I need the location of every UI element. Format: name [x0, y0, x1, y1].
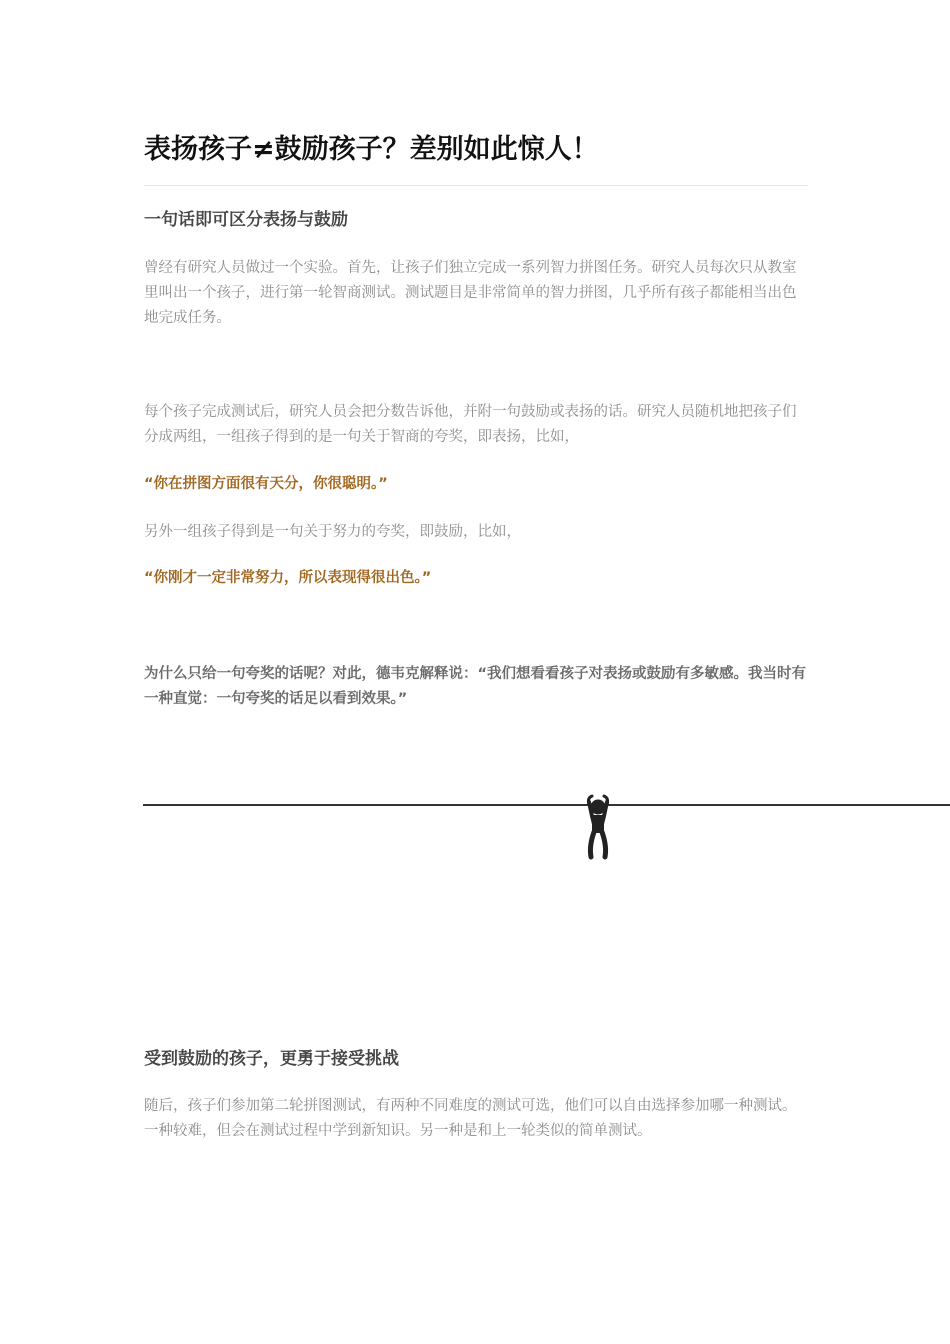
- title-divider: [144, 185, 808, 186]
- encouragement-quote: “你刚才一定非常努力，所以表现得很出色。”: [144, 570, 432, 586]
- paragraph-dweck-explanation: 为什么只给一句夸奖的话呢？对此，德韦克解释说：“我们想看看孩子对表扬或鼓励有多敏感。我当时有一种直觉：一句夸奖的话足以看到效果。”: [144, 666, 807, 707]
- paragraph-grouping: 每个孩子完成测试后，研究人员会把分数告诉他，并附一句鼓励或表扬的话。研究人员随机地把孩子们分成两组，一组孩子得到的是一句关于智商的夸奖，即表扬，比如，: [144, 404, 797, 445]
- hanging-stick-figure-icon: [143, 790, 950, 870]
- hanging-figure-illustration: [143, 790, 950, 870]
- paragraph-effort-group: 另外一组孩子得到是一句关于努力的夸奖，即鼓励，比如，: [144, 524, 521, 540]
- section-heading-2: 受到鼓励的孩子，更勇于接受挑战: [144, 1049, 399, 1069]
- paragraph-experiment-intro: 曾经有研究人员做过一个实验。首先，让孩子们独立完成一系列智力拼图任务。研究人员每次只从教室里叫出一个孩子，进行第一轮智商测试。测试题目是非常简单的智力拼图，几乎所有孩子都能相当出色地完成任务。: [144, 260, 797, 326]
- paragraph-second-round: 随后，孩子们参加第二轮拼图测试，有两种不同难度的测试可选，他们可以自由选择参加哪一种测试。一种较难，但会在测试过程中学到新知识。另一种是和上一轮类似的简单测试。: [144, 1098, 797, 1139]
- article-title: 表扬孩子≠鼓励孩子？差别如此惊人！: [144, 134, 599, 165]
- praise-quote: “你在拼图方面很有天分，你很聪明。”: [144, 476, 388, 492]
- stick-figure: [588, 796, 607, 857]
- section-heading-1: 一句话即可区分表扬与鼓励: [144, 210, 348, 230]
